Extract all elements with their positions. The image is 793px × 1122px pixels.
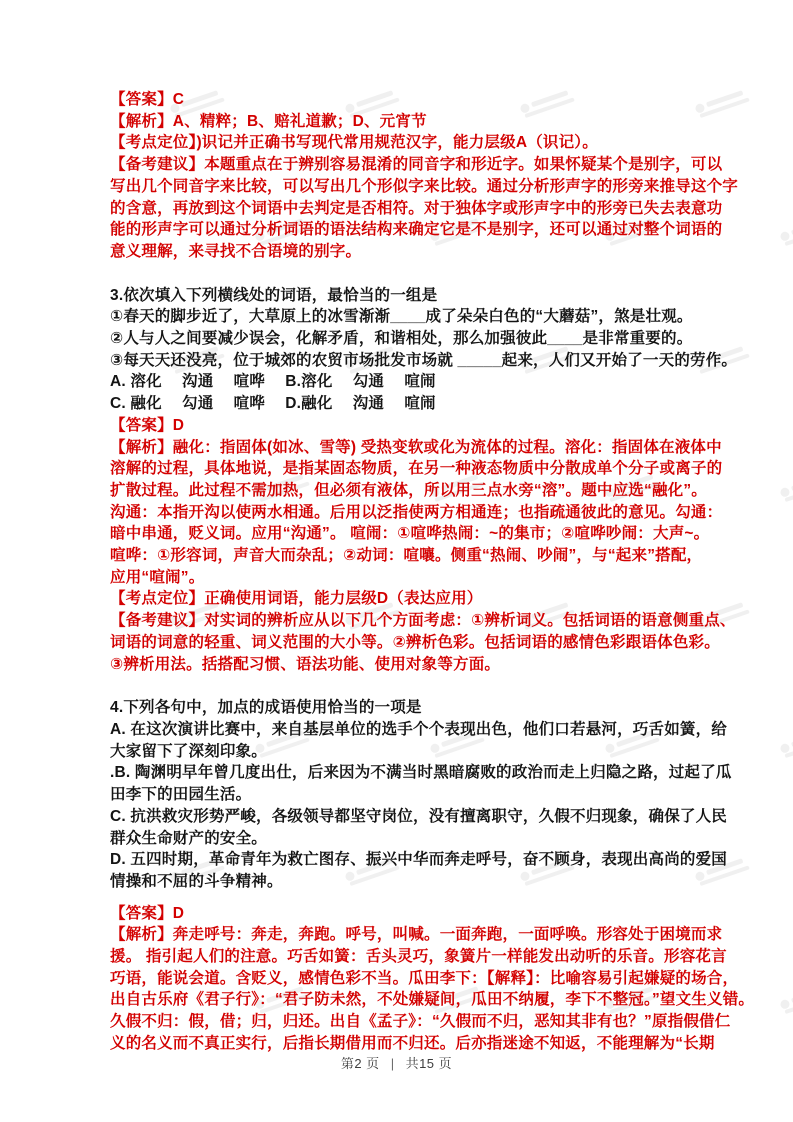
q3-advice bbox=[110, 610, 736, 675]
document-content bbox=[110, 89, 755, 1055]
q3-exam-point-line: 【考点定位】正确使用词语，能力层级D（表达应用） bbox=[110, 590, 483, 608]
q2-advice bbox=[110, 154, 739, 263]
q3-analysis bbox=[110, 437, 723, 589]
watermark-stamp-icon bbox=[779, 470, 793, 503]
q2-advice-line: 意义理解，来寻找不合语境的别字。 bbox=[110, 242, 362, 260]
q3-analysis-line: 应用“喧闹”。 bbox=[110, 568, 205, 586]
q4-question bbox=[110, 697, 732, 892]
q3-question-line: A. 溶化 沟通 喧哗 B.溶化 勾通 喧闹 bbox=[110, 373, 436, 391]
q4-analysis bbox=[110, 924, 755, 1054]
q2-advice-line: 能的形声字可以通过分析词语的语法结构来确定它是不是别字，还可以通过对整个词语的 bbox=[110, 221, 723, 239]
watermark-stamp-icon bbox=[779, 726, 793, 759]
q4-analysis-line: 出自古乐府《君子行》：“君子防未然，不处嫌疑间，瓜田不纳履，李下不整冠。”望文生义错。 bbox=[110, 991, 755, 1009]
q3-analysis-line: 扩散过程。此过程不需加热，但必须有液体，所以用三点水旁“溶”。题中应选“融化”。 bbox=[110, 481, 708, 499]
q3-question-line: C. 融化 勾通 喧哗 D.融化 沟通 喧闹 bbox=[110, 395, 436, 413]
q4-analysis-line: 义的名义而不真正实行，后指长期借用而不归还。后亦指迷途不知返，不能理解为“长期 bbox=[110, 1034, 715, 1052]
q3-analysis-line: 溶解的过程，具体地说，是指某固态物质，在另一种液态物质中分散成单个分子或离子的 bbox=[110, 460, 723, 478]
q4-question-line: 大家留下了深刻印象。 bbox=[110, 742, 268, 760]
q2-analysis bbox=[110, 111, 696, 133]
q3-question-line: 3.依次填入下列横线处的词语，最恰当的一组是 bbox=[110, 286, 438, 304]
watermark-stamp-icon bbox=[779, 982, 793, 1015]
q3-analysis-line: 喧哗：①形容词，声音大而杂乱；②动词：喧嚷。侧重“热闹、吵闹”，与“起来”搭配， bbox=[110, 547, 703, 565]
q4-analysis-line: 【解析】奔走呼号：奔走，奔跑。呼号，叫喊。一面奔跑，一面呼唤。形容处于困境而求 bbox=[110, 926, 723, 944]
q4-question-line: C. 抗洪救灾形势严峻，各级领导都坚守岗位，没有擅离职守，久假不归现象，确保了人民 bbox=[110, 807, 728, 825]
q4-question-line: .B. 陶渊明早年曾几度出仕，后来因为不满当时黑暗腐败的政治而走上归隐之路，过起了瓜 bbox=[110, 764, 732, 782]
q3-question-line: ①春天的脚步近了，大草原上的冰雪渐渐____成了朵朵白色的“大蘑菇”，煞是壮观。 bbox=[110, 308, 693, 326]
q3-answer-line: 【答案】D bbox=[110, 416, 185, 434]
q3-analysis-line: 【解析】融化：指固体(如冰、雪等) 受热变软或化为流体的过程。溶化：指固体在液体中 bbox=[110, 438, 722, 456]
q4-answer-line: 【答案】D bbox=[110, 904, 185, 922]
footer-page-number: 第2 页 bbox=[340, 1056, 380, 1071]
footer-separator: | bbox=[390, 1056, 395, 1071]
q2-advice-line: 【备考建议】本题重点在于辨别容易混淆的同音字和形近字。如果怀疑某个是别字，可以 bbox=[110, 156, 723, 174]
q3-question-line: ②人与人之间要减少误会，化解矛盾，和谐相处，那么加强彼此____是非常重要的。 bbox=[110, 330, 693, 348]
q2-exam-point-line: 【考点定位】)识记并正确书写现代常用规范汉字，能力层级A（识记）。 bbox=[110, 134, 598, 152]
watermark-stamp-icon bbox=[779, 214, 793, 247]
q2-exam-point bbox=[110, 132, 696, 154]
q2-analysis-line: 【解析】A、精粹；B、赔礼道歉；D、元宵节 bbox=[110, 112, 427, 130]
q4-question-line: A. 在这次演讲比赛中，来自基层单位的选手个个表现出色，他们口若悬河，巧舌如簧，给 bbox=[110, 720, 728, 738]
q3-advice-line: 词语的词意的轻重、词义范围的大小等。②辨析色彩。包括词语的感情色彩跟语体色彩。 bbox=[110, 633, 720, 651]
q4-answer bbox=[110, 903, 696, 925]
q3-advice-line: ③辨析用法。括搭配习惯、语法功能、使用对象等方面。 bbox=[110, 655, 501, 673]
q4-question-line: 情操和不屈的斗争精神。 bbox=[110, 872, 283, 890]
q3-analysis-line: 沟通：本指开沟以使两水相通。后用以泛指使两方相通连；也指疏通彼此的意见。勾通： bbox=[110, 503, 723, 521]
q3-advice-line: 【备考建议】对实词的辨析应从以下几个方面考虑：①辨析词义。包括词语的语意侧重点、 bbox=[110, 612, 736, 630]
q3-question bbox=[110, 285, 738, 415]
q2-answer-line: 【答案】C bbox=[110, 91, 185, 108]
q4-question-line: 田李下的田园生活。 bbox=[110, 786, 252, 804]
q4-analysis-line: 巧语，能说会道。含贬义，感情色彩不当。瓜田李下：【解释】：比喻容易引起嫌疑的场合， bbox=[110, 969, 739, 987]
q3-answer bbox=[110, 415, 696, 437]
q4-question-line: 4.下列各句中，加点的成语使用恰当的一项是 bbox=[110, 699, 422, 717]
q2-answer bbox=[110, 89, 696, 111]
q4-question-line: 群众生命财产的安全。 bbox=[110, 829, 268, 847]
footer-page-total: 共15 页 bbox=[405, 1056, 453, 1071]
q4-analysis-line: 援。 指引起人们的注意。巧舌如簧：舌头灵巧，象簧片一样能发出动听的乐音。形容花言 bbox=[110, 948, 727, 966]
q3-analysis-line: 暗中串通，贬义词。应用“沟通”。 喧闹：①喧哗热闹：~的集市；②喧哗吵闹：大声~。 bbox=[110, 525, 710, 543]
q2-advice-line: 的含意，再放到这个词语中去判定是否相符。对于独体字或形声字中的形旁已失去表意功 bbox=[110, 199, 723, 217]
q4-question-line: D. 五四时期，革命青年为救亡图存、振兴中华而奔走呼号，奋不顾身，表现出高尚的爱国 bbox=[110, 851, 728, 869]
watermark-stamp-icon bbox=[694, 86, 752, 119]
q3-exam-point bbox=[110, 588, 696, 610]
q2-advice-line: 写出几个同音字来比较，可以写出几个形似字来比较。通过分析形声字的形旁来推导这个字 bbox=[110, 177, 739, 195]
q4-analysis-line: 久假不归：假，借；归，归还。出自《孟子》：“久假而不归，恶知其非有也？”原指假借仁 bbox=[110, 1013, 731, 1031]
q3-question-line: ③每天天还没亮，位于城郊的农贸市场批发市场就 _____起来，人们又开始了一天的劳作。 bbox=[110, 351, 738, 369]
page-footer bbox=[0, 1053, 793, 1072]
